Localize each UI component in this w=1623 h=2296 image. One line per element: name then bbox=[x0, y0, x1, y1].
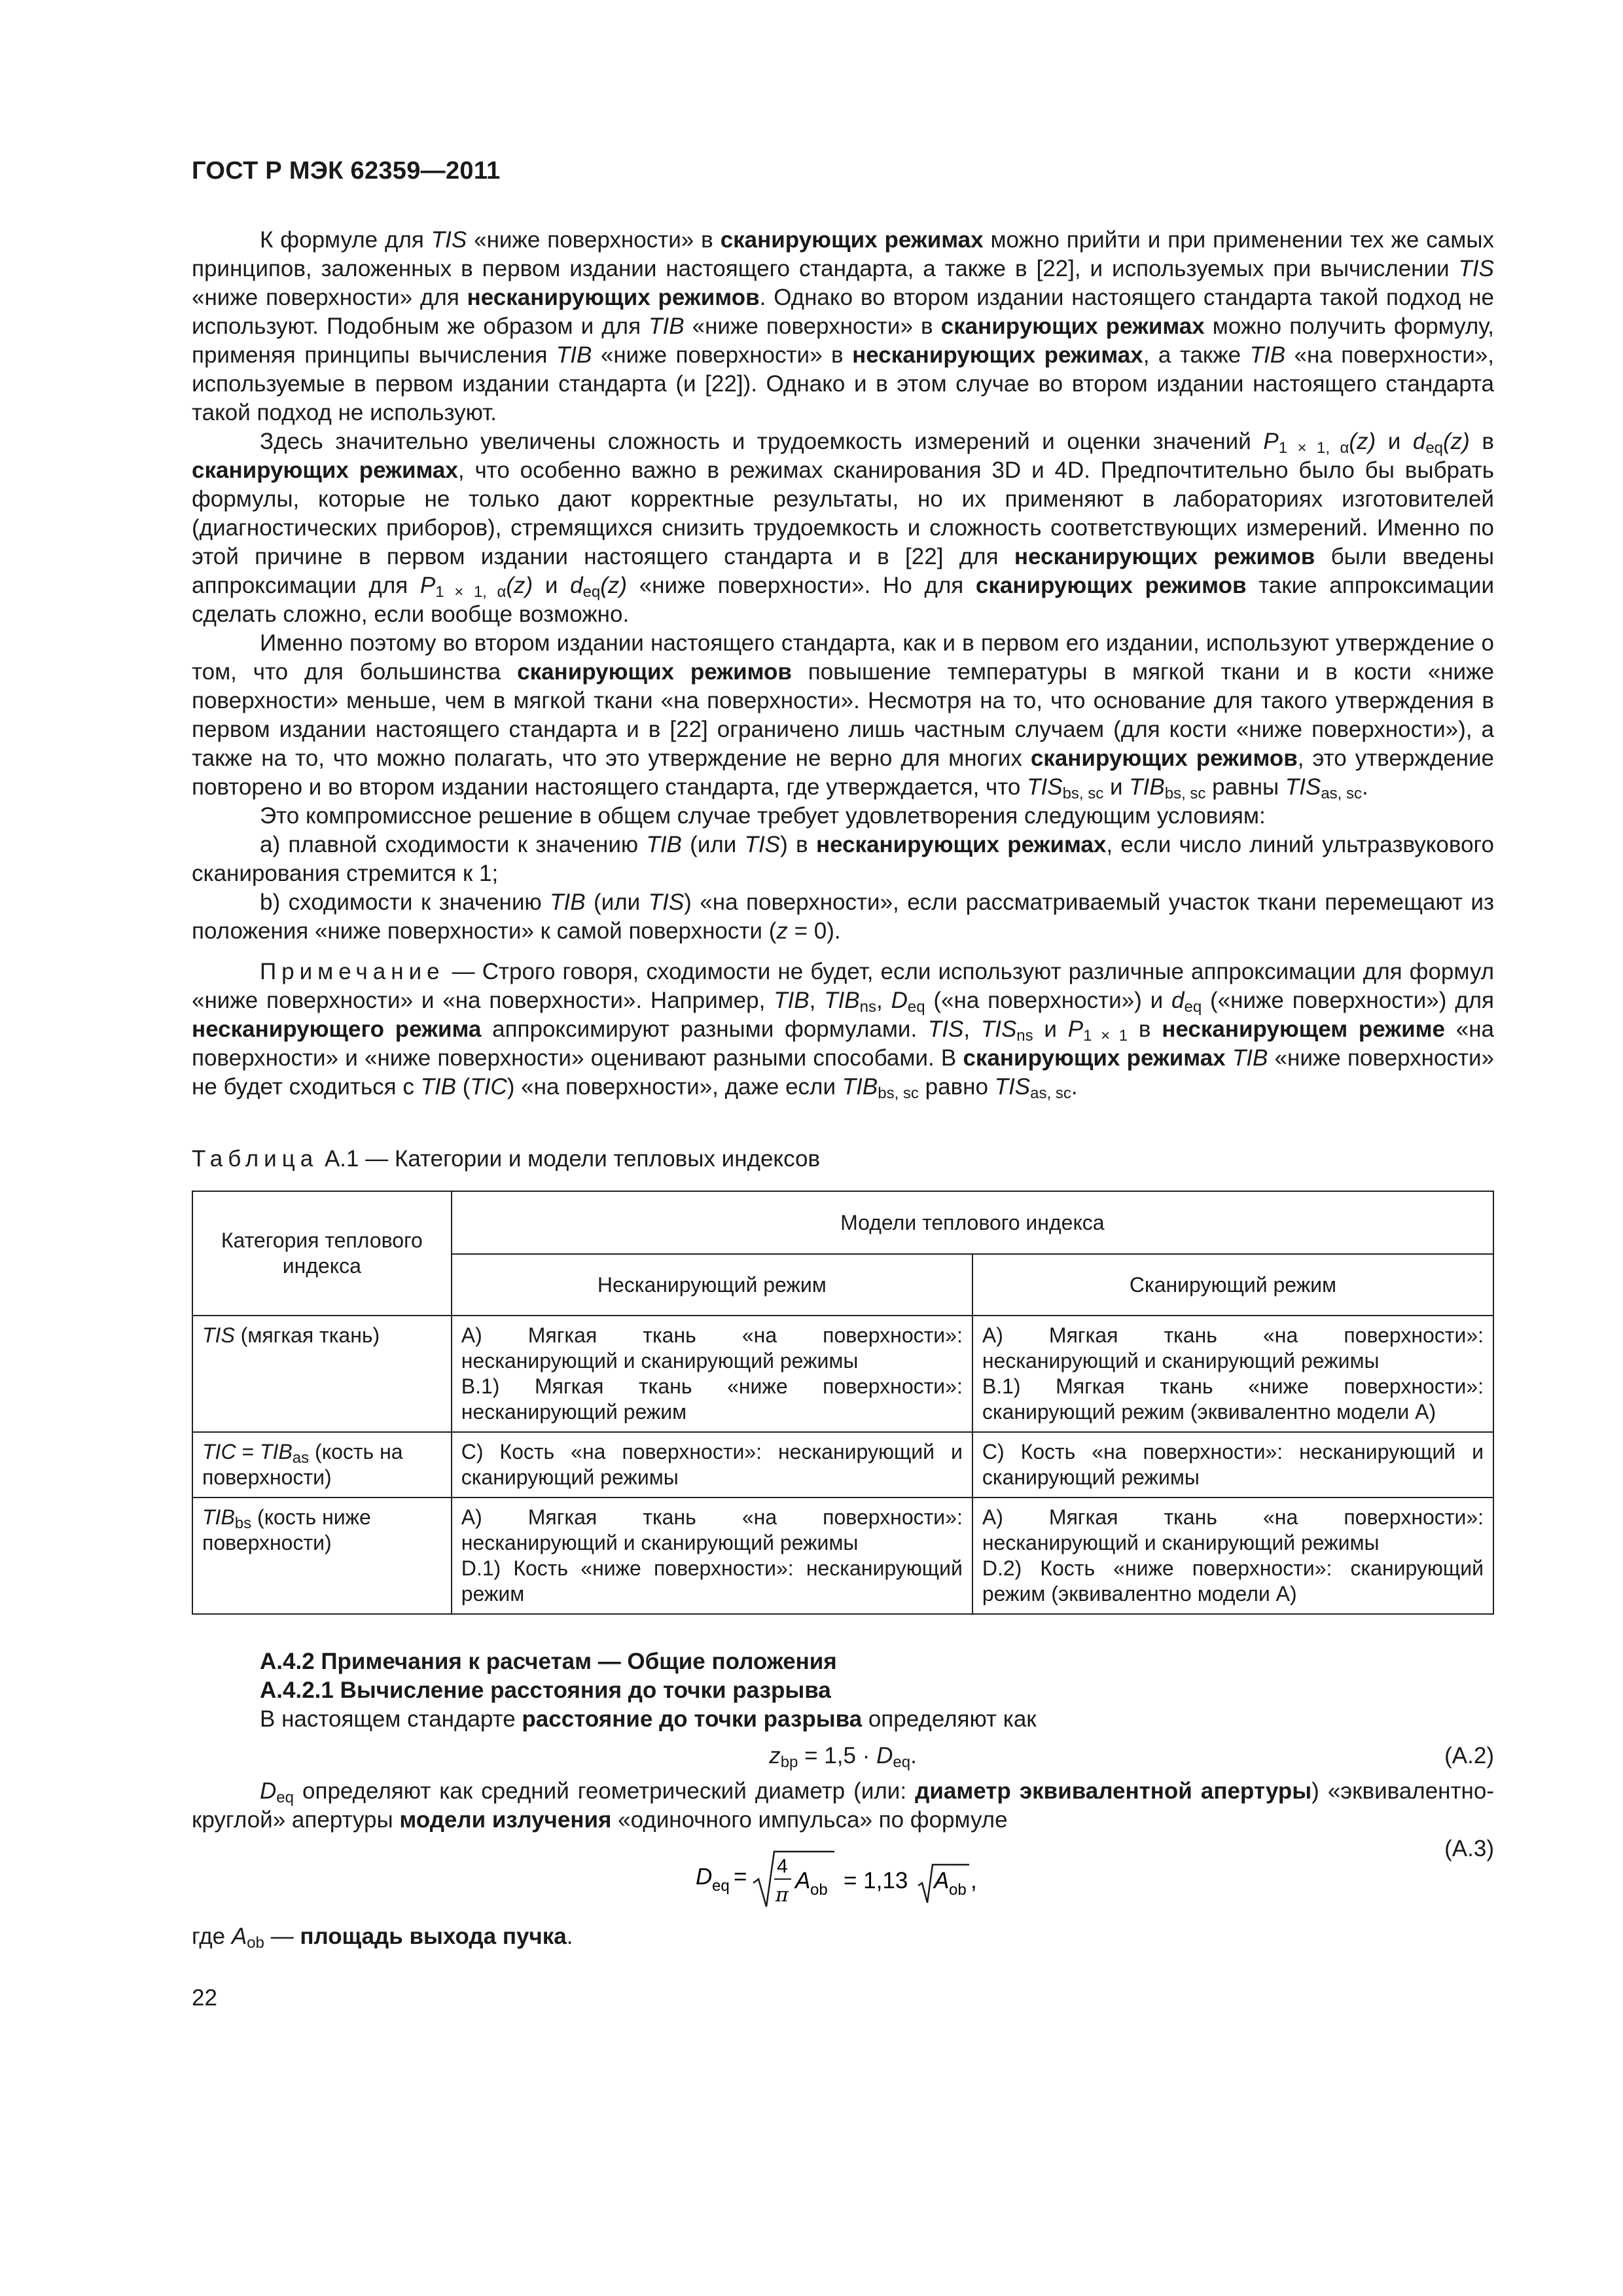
formula-symbol-A2: A bbox=[934, 1868, 950, 1893]
header-nonscan: Несканирующий режим bbox=[452, 1254, 972, 1316]
formula-symbol-A: A bbox=[795, 1868, 811, 1893]
svg-text:,: , bbox=[971, 1868, 977, 1893]
svg-text:4: 4 bbox=[777, 1856, 788, 1877]
header-category: Категория теплового индекса bbox=[192, 1191, 452, 1316]
document-page bbox=[192, 157, 1494, 2011]
header-models: Модели теплового индекса bbox=[452, 1191, 1493, 1254]
paragraph-3: Именно поэтому во втором издании настоящего стандарта, как и в первом его издании, используют утверждение о том, что для большинства сканирующих режимов повышение температуры в мягкой ткани и в кости «ниже поверхности» меньше, чем в мягкой ткани «на поверхности». Несмотря на то, что основание для такого утверждения в первом издании настоящего стандарта и в [22] ограничено лишь частным случаем (для кости «ниже поверхности»), а также на то, что можно полагать, что это утверждение не верно для многих сканирующих режимов, это утверждение повторено и во втором издании настоящего стандарта, где утверждается, что $TIS_{bs, sc}$ и $TIB_{bs, sc}$ равны $TIS_{as, sc}$. bbox=[192, 630, 1495, 802]
cell-scan: A) Мягкая ткань «на поверхности»: несканирующий и сканирующий режимы D.2) Кость «ниже поверхности»: сканирующий режим (эквивалентно модели А) bbox=[972, 1498, 1493, 1614]
section-heading-a421: А.4.2.1 Вычисление расстояния до точки разрыва bbox=[260, 1677, 831, 1703]
standard-header: ГОСТ Р МЭК 62359—2011 bbox=[192, 157, 501, 185]
table-row bbox=[192, 1316, 1493, 1432]
formula-sub-ob2: ob bbox=[949, 1881, 967, 1899]
formula-symbol-D: D bbox=[696, 1864, 713, 1890]
formula-a3-number: (А.3) bbox=[1444, 1836, 1494, 1861]
page-number: 22 bbox=[192, 1985, 217, 2011]
cell-category: TIS (мягкая ткань) bbox=[192, 1316, 452, 1432]
cell-scan: A) Мягкая ткань «на поверхности»: несканирующий и сканирующий режимы B.1) Мягкая ткань «ниже поверхности»: сканирующий режим (эквивалентно модели А) bbox=[972, 1316, 1493, 1432]
svg-text:=: = bbox=[734, 1864, 747, 1890]
thermal-index-table bbox=[192, 1191, 1494, 1615]
cell-nonscan: A) Мягкая ткань «на поверхности»: несканирующий и сканирующий режимы D.1) Кость «ниже поверхности»: несканирующий режим bbox=[452, 1498, 972, 1614]
formula-sub-eq: eq bbox=[712, 1877, 730, 1895]
section-heading-a42: А.4.2 Примечания к расчетам — Общие положения bbox=[260, 1649, 837, 1674]
svg-text:π: π bbox=[776, 1884, 789, 1907]
where-line: где $A_{ob}$ — площадь выхода пучка. bbox=[192, 1924, 573, 1952]
condition-b: b) сходимости к значению TIB (или TIS) «на поверхности», если рассматриваемый участок ткани перемещают из положения «ниже поверхности» к самой поверхности (z = 0). bbox=[192, 889, 1494, 944]
cell-scan: C) Кость «на поверхности»: несканирующий и сканирующий режимы bbox=[972, 1432, 1493, 1498]
formula-sub-ob: ob bbox=[810, 1881, 828, 1899]
breakpoint-intro: В настоящем стандарте расстояние до точки разрыва определяют как bbox=[260, 1706, 1037, 1732]
formula-a2-expression: $z_{bp} = 1,5 \cdot D_{eq}$. bbox=[769, 1743, 917, 1771]
deq-definition: $D_{eq}$ определяют как средний геометрический диаметр (или: диаметр эквивалентной апертуры) «эквивалентно-круглой» апертуры модели излучения «одиночного импульса» по формуле bbox=[192, 1778, 1494, 1833]
paragraph-1: К формуле для TIS «ниже поверхности» в сканирующих режимах можно прийти и при применении тех же самых принципов, заложенных в первом издании настоящего стандарта, а также в [22], и используемых при вычислении TIS «ниже поверхности» для несканирующих режимов. Однако во втором издании настоящего стандарта такой подход не используют. Подобным же образом и для TIB «ниже поверхности» в сканирующих режимах можно получить формулу, применяя принципы вычисления TIB «ниже поверхности» в несканирующих режимах, а также TIB «на поверхности», используемые в первом издании стандарта (и [22]). Однако и в этом случае во втором издании настоящего стандарта такой подход не используют. bbox=[192, 227, 1494, 425]
note-label: Примечание bbox=[260, 959, 445, 984]
formula-a2-number: (А.2) bbox=[1444, 1743, 1494, 1768]
formula-a3-expression bbox=[696, 1846, 1003, 1912]
formula-a3 bbox=[192, 1835, 1494, 1913]
formula-coef: = 1,13 bbox=[844, 1868, 908, 1893]
table-caption: Таблица А.1 — Категории и модели тепловых индексов bbox=[192, 1146, 821, 1172]
table-row bbox=[192, 1432, 1493, 1498]
cell-nonscan: A) Мягкая ткань «на поверхности»: несканирующий и сканирующий режимы B.1) Мягкая ткань «ниже поверхности»: несканирующий режим bbox=[452, 1316, 972, 1432]
cell-category: TIC = $TIB_{as}$ (кость на поверхности) bbox=[192, 1432, 452, 1498]
note-paragraph: Примечание — Строго говоря, сходимости не будет, если используют различные аппроксимации для формул «ниже поверхности» и «на поверхности». Например, TIB, $TIB_{ns}$, $D_{eq}$ («на поверхности») и $d_{eq}$ («ниже поверхности») для несканирующего режима аппроксимируют разными формулами. TIS, $TIS_{ns}$ и $P_{1 \times 1}$ в несканирующем режиме «на поверхности» и «ниже поверхности» оценивают разными способами. В сканирующих режимах TIB «ниже поверхности» не будет сходиться с TIB (TIC) «на поверхности», даже если $TIB_{bs, sc}$ равно $TIS_{as, sc}$. bbox=[192, 959, 1495, 1102]
header-scan: Сканирующий режим bbox=[972, 1254, 1493, 1316]
cell-category: $TIB_{bs}$ (кость ниже поверхности) bbox=[192, 1498, 452, 1614]
paragraph-2: Здесь значительно увеличены сложность и трудоемкость измерений и оценки значений $P_{1 \times 1, \alpha}(z)$ и $d_{eq}(z)$ в сканирующих режимах, что особенно важно в режимах сканирования 3D и 4D. Предпочтительно было бы выбрать формулы, которые не только дают корректные результаты, но их применяют в лабораториях изготовителей (диагностических приборов), стремящихся снизить трудоемкость и сложность соответствующих измерений. Именно по этой причине в первом издании настоящего стандарта и в [22] для несканирующих режимов были введены аппроксимации для $P_{1 \times 1, \alpha}(z)$ и $d_{eq}(z)$ «ниже поверхности». Но для сканирующих режимов такие аппроксимации сделать сложно, если вообще возможно. bbox=[192, 429, 1495, 627]
formula-a2 bbox=[192, 1734, 1494, 1777]
cell-nonscan: C) Кость «на поверхности»: несканирующий и сканирующий режимы bbox=[452, 1432, 972, 1498]
paragraph-4: Это компромиссное решение в общем случае требует удовлетворения следующим условиям: bbox=[260, 803, 1266, 829]
table-row bbox=[192, 1498, 1493, 1614]
condition-a: a) плавной сходимости к значению TIB (или TIS) в несканирующих режимах, если число линий ультразвукового сканирования стремится к 1; bbox=[192, 832, 1495, 886]
